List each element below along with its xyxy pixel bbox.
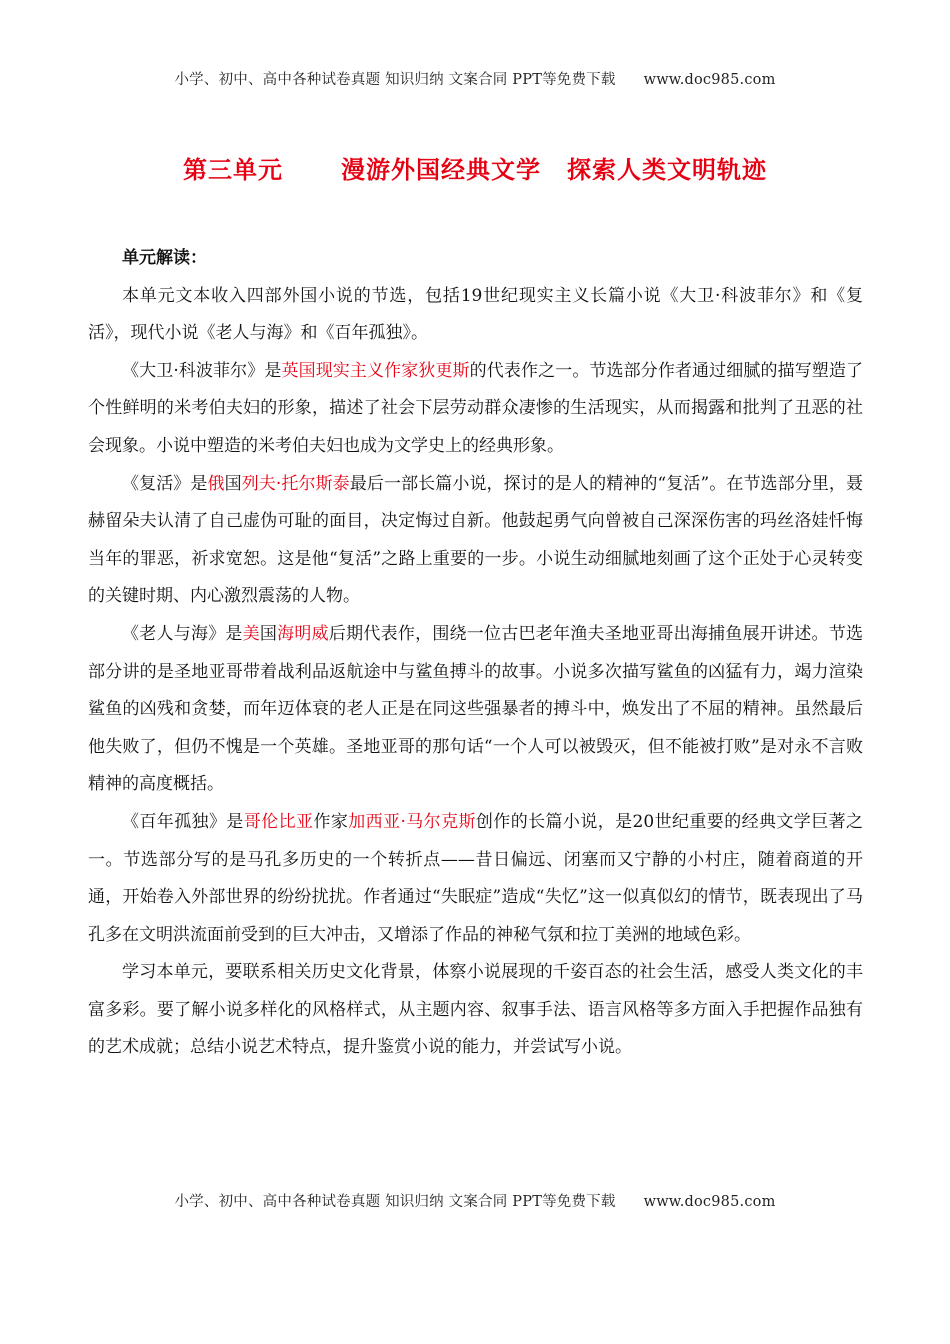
page-header xyxy=(0,68,950,89)
title-unit: 第三单元 xyxy=(183,156,283,184)
footer-text: 小学、初中、高中各种试卷真题 知识归纳 文案合同 PPT等免费下载 xyxy=(174,1194,616,1210)
text-span: 创作的长篇小说，是20世纪重要的经典文学巨著之一。节选部分写的是马孔多历史的一个转折点——昔日偏远、闭塞而又宁静的小村庄，随着商道的开通，开始卷入外部世界的纷纷扰扰。作者通过“失眠症”造成“失忆”这一似真似幻的情节，既表现出了马孔多在文明洪流面前受到的巨大冲击，又增添了作品的神秘气氛和拉丁美洲的地域色彩。 xyxy=(88,811,864,945)
section-label: 单元解读： xyxy=(122,248,207,268)
text-span: 国 xyxy=(259,623,278,644)
paragraph-solitude xyxy=(88,804,863,954)
highlight-author: 列夫·托尔斯泰 xyxy=(241,473,350,494)
paragraph-resurrection xyxy=(88,466,863,616)
text-span: 国 xyxy=(224,473,242,494)
text-span: 的代表作之一。节选部分作者通过细腻的描写塑造了个性鲜明的米考伯夫妇的形象，描述了社会下层劳动群众凄惨的生活现实，从而揭露和批判了丑恶的社会现象。小说中塑造的米考伯夫妇也成为文学史上的经典形象。 xyxy=(88,360,864,456)
title-part1: 漫游外国经典文学 xyxy=(341,156,541,184)
highlight-country: 俄 xyxy=(207,473,225,494)
paragraph-old-man-and-sea xyxy=(88,616,863,804)
text-span: 作家 xyxy=(313,811,349,832)
highlight-author: 英国现实主义作家狄更斯 xyxy=(281,360,470,381)
header-site-link[interactable]: www.doc985.com xyxy=(643,72,776,88)
text-span: 《百年孤独》是 xyxy=(122,811,244,832)
paragraph-study-guide: 学习本单元，要联系相关历史文化背景，体察小说展现的千姿百态的社会生活，感受人类文化的丰富多彩。要了解小说多样化的风格样式，从主题内容、叙事手法、语言风格等多方面入手把握作品独有的艺术成就；总结小说艺术特点，提升鉴赏小说的能力，并尝试写小说。 xyxy=(88,962,863,1058)
header-text: 小学、初中、高中各种试卷真题 知识归纳 文案合同 PPT等免费下载 xyxy=(174,72,616,88)
highlight-country: 美 xyxy=(242,623,260,644)
text-span: 后期代表作，围绕一位古巴老年渔夫圣地亚哥出海捕鱼展开讲述。节选部分讲的是圣地亚哥带着战利品返航途中与鲨鱼搏斗的故事。小说多次描写鲨鱼的凶猛有力，竭力渲染鲨鱼的凶残和贪婪，而年迈体衰的老人正是在同这些强暴者的搏斗中，焕发出了不屈的精神。虽然最后他失败了，但仍不愧是一个英雄。圣地亚哥的那句话“一个人可以被毁灭，但不能被打败”是对永不言败精神的高度概括。 xyxy=(88,623,864,795)
text-span: 《复活》是 xyxy=(122,473,208,494)
paragraph-intro: 本单元文本收入四部外国小说的节选，包括19世纪现实主义长篇小说《大卫·科波菲尔》和《复活》，现代小说《老人与海》和《百年孤独》。 xyxy=(88,285,863,344)
highlight-country: 哥伦比亚 xyxy=(243,811,314,832)
page-footer xyxy=(0,1190,950,1211)
paragraph-copperfield xyxy=(88,353,863,466)
page-title xyxy=(0,150,950,185)
highlight-author: 海明威 xyxy=(277,623,329,644)
title-part2: 探索人类文明轨迹 xyxy=(567,156,767,184)
text-span: 《大卫·科波菲尔》是 xyxy=(122,360,282,381)
highlight-author: 加西亚·马尔克斯 xyxy=(348,811,476,832)
text-span: 《老人与海》是 xyxy=(122,623,243,644)
footer-site-link[interactable]: www.doc985.com xyxy=(643,1194,776,1210)
text-span: 最后一部长篇小说，探讨的是人的精神的“复活”。在节选部分里，聂赫留朵夫认清了自己虚伪可耻的面目，决定悔过自新。他鼓起勇气向曾被自己深深伤害的玛丝洛娃忏悔当年的罪恶，祈求宽恕。这是他“复活”之路上重要的一步。小说生动细腻地刻画了这个正处于心灵转变的关键时期、内心激烈震荡的人物。 xyxy=(88,473,864,607)
document-body xyxy=(88,240,863,1067)
